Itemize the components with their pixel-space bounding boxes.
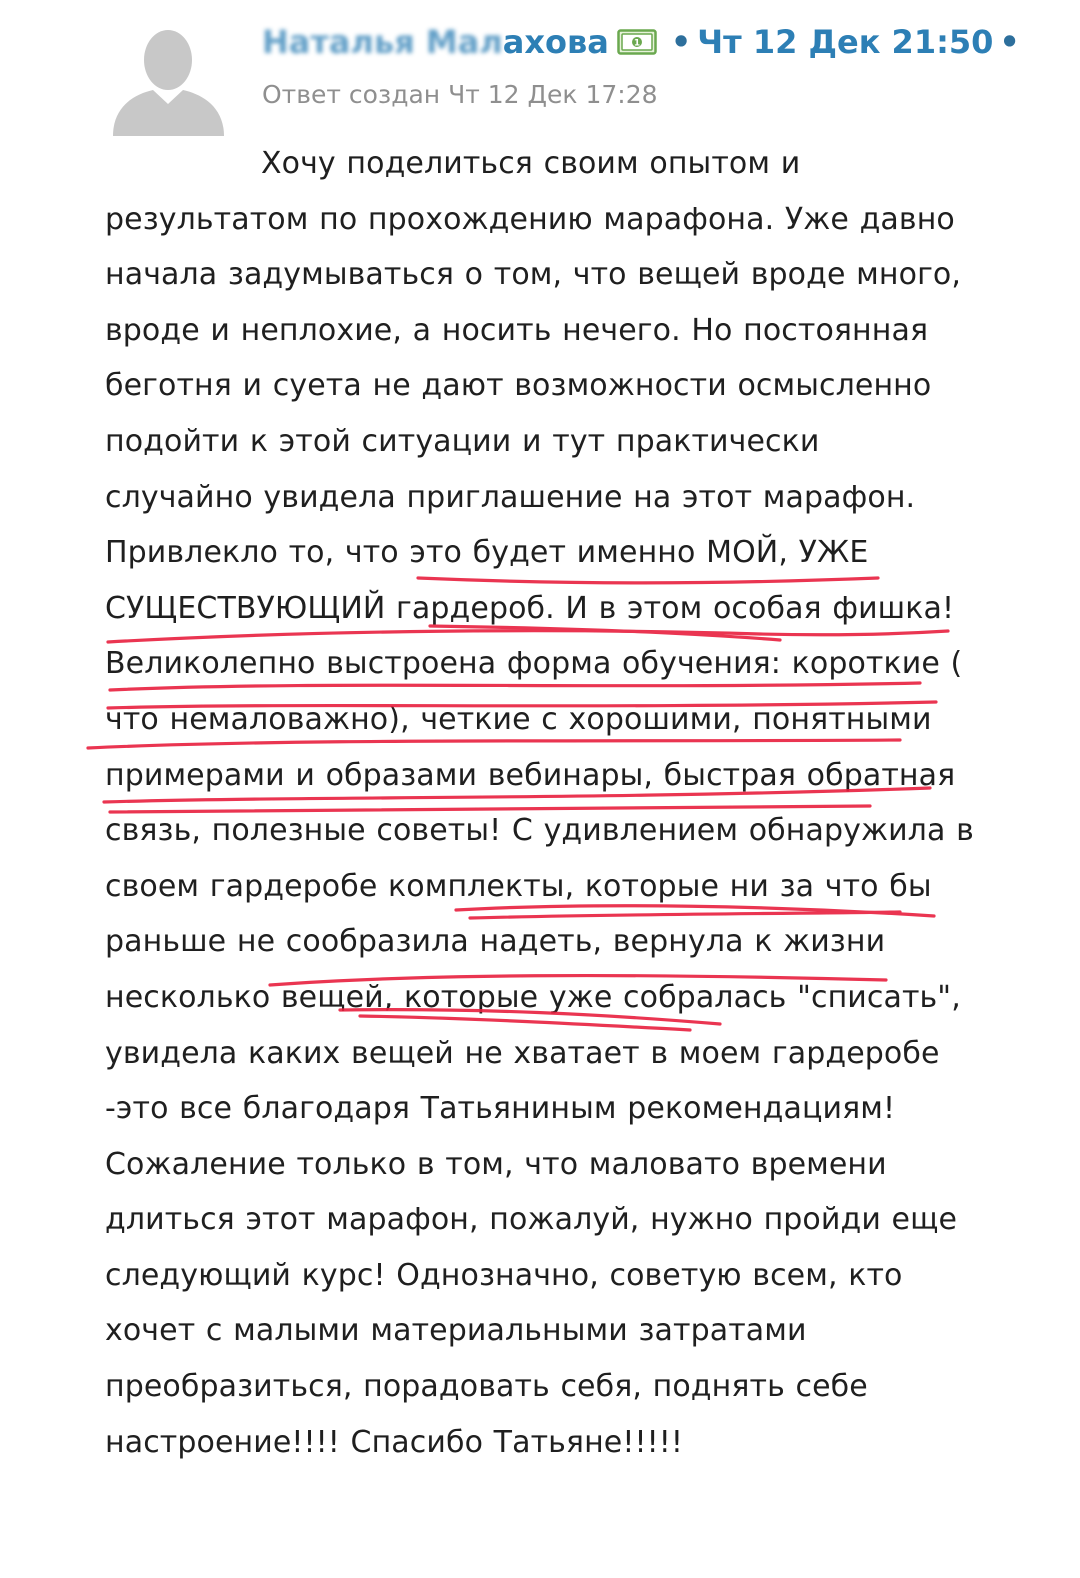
default-user-silhouette-icon	[109, 20, 228, 136]
avatar[interactable]	[109, 20, 228, 136]
comment-body-text: Хочу поделиться своим опытом и результатом по прохождению марафона. Уже давно начала задумываться о том, что вещей вроде много, вроде и неплохие, а носить нечего. Но постоянная беготня и суета не дают возможности осмысленно подойти к этой ситуации и тут практически случайно увидела приглашение на этот марафон. Привлекло то, что это будет именно МОЙ, УЖЕ СУЩЕСТВУЮЩИЙ гардероб. И в этом особая фишка! Великолепно выстроена форма обучения: короткие ( что немаловажно), четкие с хорошими, понятными примерами и образами вебинары, быстрая обратная связь, полезные советы! С удивлением обнаружила в своем гардеробе комплекты, которые ни за что бы раньше не сообразила надеть, вернула к жизни несколько вещей, которые уже собралась "списать", увидела каких вещей не хватает в моем гардеробе -это все благодаря Татьяниным рекомендациям! Сожаление только в том, что маловато времени длиться этот марафон, пожалуй, нужно пройди еще следующий курс! Однозначно, советую всем, кто хочет с малыми материальными затратами преобразиться, порадовать себя, поднять себе настроение!!!! Спасибо Татьяне!!!!!	[105, 146, 974, 1460]
header-separator: •	[670, 23, 692, 61]
answer-created-label: Ответ создан Чт 12 Дек 17:28	[262, 80, 658, 109]
author-name-visible: ахова	[502, 23, 609, 61]
comment-header	[262, 20, 1026, 64]
svg-text:1: 1	[633, 38, 640, 49]
author-name-obscured: Наталья Мал	[262, 23, 503, 61]
money-banknote-icon	[617, 29, 657, 55]
header-trailing-separator: •	[999, 23, 1020, 61]
author-name-link[interactable]	[262, 23, 609, 61]
comment-timestamp-link[interactable]: Чт 12 Дек 21:50	[697, 23, 994, 61]
